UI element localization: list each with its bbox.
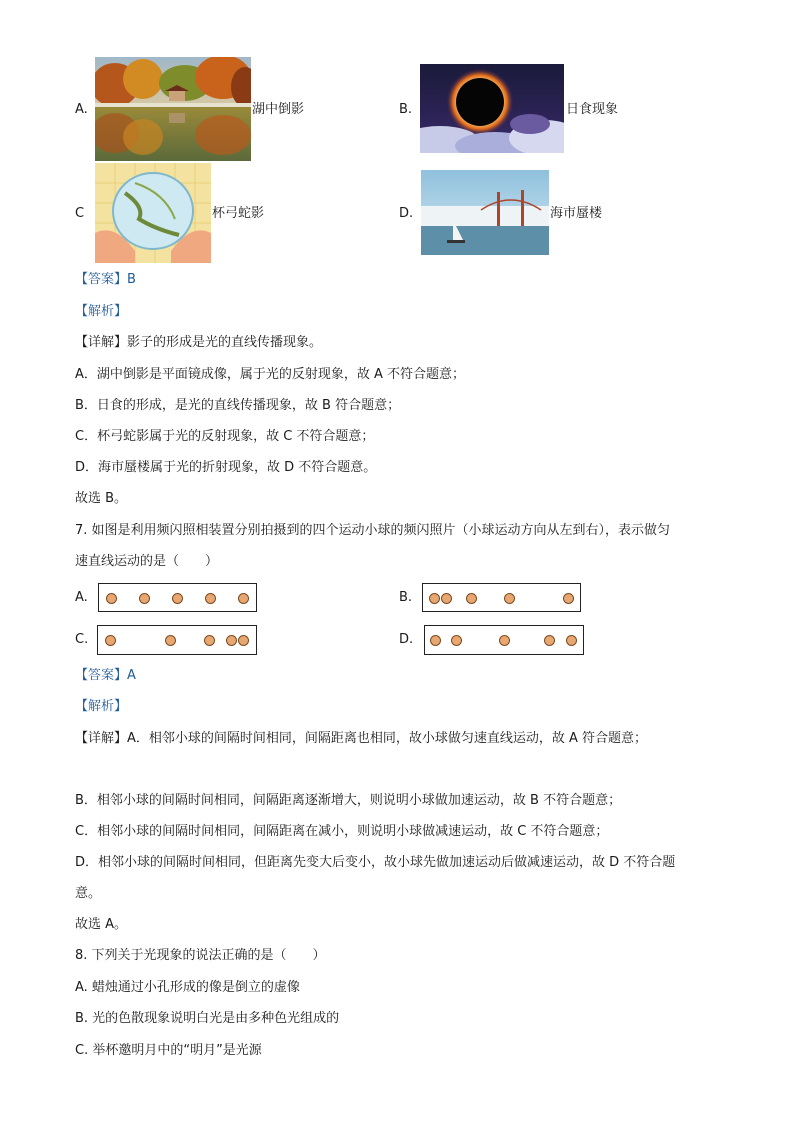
option-d-caption: 海市蜃楼 [550, 206, 603, 221]
conclusion-q7: 故选 A。 [75, 917, 128, 932]
option-line: C. 举杯邀明月中的“明月”是光源 [75, 1043, 262, 1058]
option-b-caption: 日食现象 [566, 102, 619, 117]
option-c-caption: 杯弓蛇影 [212, 206, 265, 221]
strip-b-letter: B. [399, 590, 413, 605]
answer-q7: 【答案】A [75, 668, 136, 683]
ball [205, 593, 216, 604]
question-7-stem: 7. 如图是利用频闪照相装置分别拍摄到的四个运动小球的频闪照片（小球运动方向从左到右），表示做匀 [75, 523, 671, 538]
strobe-strip-d [424, 625, 584, 655]
ball [429, 593, 440, 604]
option-line: A. 蜡烛通过小孔形成的像是倒立的虚像 [75, 980, 300, 995]
analysis-heading-q7: 【解析】 [75, 699, 128, 714]
question-7-stem-cont: 速直线运动的是（ ） [75, 554, 219, 569]
ball [238, 593, 249, 604]
option-a-letter: A. [75, 102, 88, 117]
ball [499, 635, 510, 646]
option-b-letter: B. [399, 102, 413, 117]
strobe-strip-b [422, 583, 581, 612]
strip-a-letter: A. [75, 590, 88, 605]
ball [165, 635, 176, 646]
ball [105, 635, 116, 646]
ball [563, 593, 574, 604]
cup-bow-snake-image [95, 163, 211, 263]
analysis-line: A．湖中倒影是平面镜成像，属于光的反射现象，故 A 不符合题意； [75, 367, 466, 382]
analysis-line: D．相邻小球的间隔时间相同，但距离先变大后变小，故小球先做加速运动后做减速运动，故 D 不符合题 [75, 855, 676, 870]
ball [106, 593, 117, 604]
ball [441, 593, 452, 604]
detail-q7: 【详解】A．相邻小球的间隔时间相同，间隔距离也相同，故小球做匀速直线运动，故 A 符合题意； [75, 731, 648, 746]
strip-c-letter: C. [75, 632, 89, 647]
lake-reflection-image [95, 57, 251, 161]
ball [451, 635, 462, 646]
question-8-stem: 8. 下列关于光现象的说法正确的是（ ） [75, 948, 326, 963]
ball [226, 635, 237, 646]
analysis-heading-q6: 【解析】 [75, 304, 128, 319]
ball [430, 635, 441, 646]
strobe-strip-a [98, 583, 257, 612]
option-a-caption: 湖中倒影 [252, 102, 305, 117]
option-line: B. 光的色散现象说明白光是由多种色光组成的 [75, 1011, 340, 1026]
mirage-sea-image [421, 170, 549, 255]
ball [172, 593, 183, 604]
ball [544, 635, 555, 646]
answer-q6: 【答案】B [75, 272, 136, 287]
analysis-line: B．相邻小球的间隔时间相同，间隔距离逐渐增大，则说明小球做加速运动，故 B 不符合题意； [75, 793, 622, 808]
conclusion-q6: 故选 B。 [75, 491, 128, 506]
ball [238, 635, 249, 646]
ball [466, 593, 477, 604]
ball [204, 635, 215, 646]
analysis-line: C．相邻小球的间隔时间相同，间隔距离在减小，则说明小球做减速运动，故 C 不符合题意； [75, 824, 609, 839]
analysis-line: D．海市蜃楼属于光的折射现象，故 D 不符合题意。 [75, 460, 377, 475]
analysis-line: 意。 [75, 886, 102, 901]
option-c-letter: C [75, 206, 85, 221]
ball [566, 635, 577, 646]
ball [504, 593, 515, 604]
detail-q6: 【详解】影子的形成是光的直线传播现象。 [75, 335, 323, 350]
solar-eclipse-image [420, 64, 564, 153]
option-d-letter: D. [399, 206, 414, 221]
analysis-line: C．杯弓蛇影属于光的反射现象，故 C 不符合题意； [75, 429, 375, 444]
analysis-line: B．日食的形成，是光的直线传播现象，故 B 符合题意； [75, 398, 401, 413]
ball [139, 593, 150, 604]
strobe-strip-c [97, 625, 257, 655]
strip-d-letter: D. [399, 632, 414, 647]
